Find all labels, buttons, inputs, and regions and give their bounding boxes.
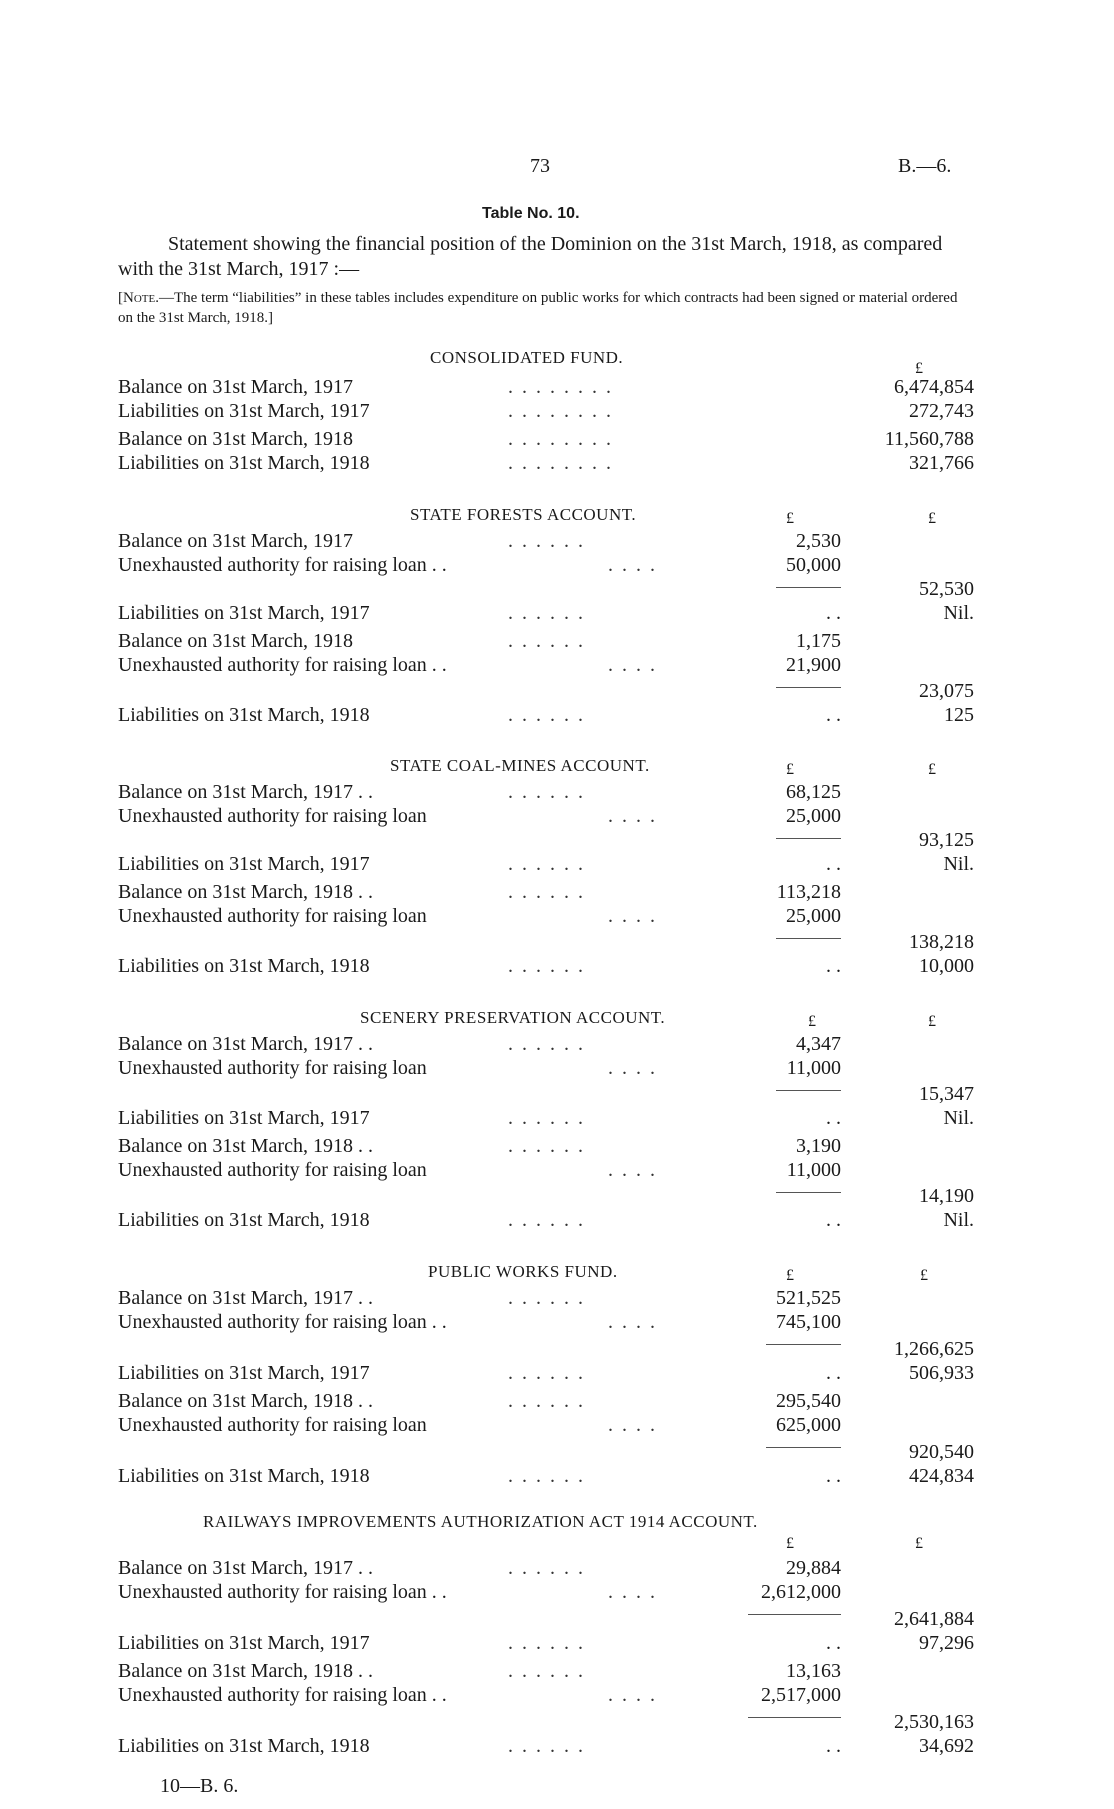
row-value: 1,175 bbox=[796, 630, 841, 652]
row-value: Nil. bbox=[943, 853, 974, 875]
subtotal-value: 2,641,884 bbox=[894, 1608, 974, 1630]
section-heading: CONSOLIDATED FUND. bbox=[430, 348, 624, 367]
table-row bbox=[0, 1660, 1114, 1684]
row-value: 68,125 bbox=[786, 781, 841, 803]
leader-dots: . . . . . . bbox=[508, 1107, 585, 1129]
row-value: 506,933 bbox=[909, 1362, 974, 1384]
leader-dots: . . . . . . bbox=[508, 1557, 585, 1579]
note-text bbox=[118, 288, 973, 328]
row-label: Balance on 31st March, 1917 bbox=[118, 376, 353, 398]
row-label: Balance on 31st March, 1918 bbox=[118, 630, 353, 652]
statement-text: Statement showing the financial position of the Dominion on the 31st March, 1918, as compared with the 31st March, 1917 :— bbox=[118, 233, 943, 280]
row-value: 321,766 bbox=[909, 452, 974, 474]
leader-dots: . . . . . . bbox=[508, 781, 585, 803]
row-value: 6,474,854 bbox=[894, 376, 974, 398]
row-label: Balance on 31st March, 1917 . . bbox=[118, 1287, 373, 1309]
leader-dots: . . . . . . . . bbox=[508, 400, 613, 422]
table-row bbox=[0, 1735, 1114, 1759]
leader-dots: . . . . . . bbox=[508, 530, 585, 552]
leader-dots: . . . . . . bbox=[508, 881, 585, 903]
leader-dots: . . . . . . bbox=[508, 1735, 585, 1757]
table-row bbox=[0, 1465, 1114, 1489]
row-value: 25,000 bbox=[786, 805, 841, 827]
table-title: Table No. 10. bbox=[482, 205, 580, 222]
leader-dots: . . . . . . bbox=[508, 1209, 585, 1231]
leader-dots: . . . . bbox=[608, 805, 657, 827]
table-row bbox=[0, 1159, 1114, 1183]
row-value: 521,525 bbox=[776, 1287, 841, 1309]
row-label: Liabilities on 31st March, 1918 bbox=[118, 704, 370, 726]
leader-dots: . . . . . . bbox=[508, 1390, 585, 1412]
section-heading: RAILWAYS IMPROVEMENTS AUTHORIZATION ACT 1914 ACCOUNT. bbox=[203, 1512, 758, 1531]
table-row bbox=[0, 630, 1114, 654]
note-body: —The term “liabilities” in these tables includes expenditure on public works for which contracts had been signed or material ordered on the 31st March, 1918.] bbox=[118, 290, 958, 326]
table-row bbox=[0, 376, 1114, 400]
leader-dots: . . bbox=[826, 955, 841, 977]
table-row bbox=[0, 654, 1114, 678]
pound-sign: £ bbox=[920, 1267, 928, 1284]
subtotal-value: 138,218 bbox=[909, 931, 974, 953]
pound-sign: £ bbox=[786, 1535, 794, 1552]
row-value: 11,560,788 bbox=[884, 428, 974, 450]
leader-dots: . . . . bbox=[608, 1581, 657, 1603]
pound-sign: £ bbox=[808, 1013, 816, 1030]
subtotal-row bbox=[0, 1711, 1114, 1735]
row-label: Liabilities on 31st March, 1918 bbox=[118, 1735, 370, 1757]
row-label: Balance on 31st March, 1917 bbox=[118, 530, 353, 552]
leader-dots: . . . . . . bbox=[508, 1287, 585, 1309]
row-label: Unexhausted authority for raising loan bbox=[118, 1159, 427, 1181]
subtotal-value: 52,530 bbox=[919, 578, 974, 600]
row-label: Unexhausted authority for raising loan . . bbox=[118, 1311, 447, 1333]
table-row bbox=[0, 400, 1114, 424]
leader-dots: . . . . bbox=[608, 554, 657, 576]
leader-dots: . . . . . . bbox=[508, 704, 585, 726]
row-value: 4,347 bbox=[796, 1033, 841, 1055]
leader-dots: . . . . . . bbox=[508, 1362, 585, 1384]
table-row bbox=[0, 1581, 1114, 1605]
pound-sign: £ bbox=[928, 761, 936, 778]
leader-dots: . . . . . . bbox=[508, 1660, 585, 1682]
leader-dots: . . . . . . . . bbox=[508, 376, 613, 398]
row-value: 745,100 bbox=[776, 1311, 841, 1333]
subtotal-value: 14,190 bbox=[919, 1185, 974, 1207]
table-row bbox=[0, 1632, 1114, 1656]
leader-dots: . . . . . . . . bbox=[508, 428, 613, 450]
leader-dots: . . bbox=[826, 1632, 841, 1654]
leader-dots: . . . . bbox=[608, 1159, 657, 1181]
pound-sign: £ bbox=[928, 510, 936, 527]
leader-dots: . . bbox=[826, 853, 841, 875]
row-value: 424,834 bbox=[909, 1465, 974, 1487]
subtotal-row bbox=[0, 931, 1114, 955]
table-row bbox=[0, 781, 1114, 805]
subtotal-value: 93,125 bbox=[919, 829, 974, 851]
pound-sign: £ bbox=[786, 1267, 794, 1284]
table-row bbox=[0, 1135, 1114, 1159]
subtotal-value: 15,347 bbox=[919, 1083, 974, 1105]
leader-dots: . . bbox=[826, 1735, 841, 1757]
row-label: Liabilities on 31st March, 1918 bbox=[118, 1465, 370, 1487]
table-row bbox=[0, 905, 1114, 929]
row-value: 272,743 bbox=[909, 400, 974, 422]
row-value: 10,000 bbox=[919, 955, 974, 977]
leader-dots: . . . . bbox=[608, 1311, 657, 1333]
row-value: 34,692 bbox=[919, 1735, 974, 1757]
leader-dots: . . . . . . bbox=[508, 1465, 585, 1487]
leader-dots: . . . . . . bbox=[508, 1033, 585, 1055]
row-label: Unexhausted authority for raising loan bbox=[118, 805, 427, 827]
subtotal-value: 2,530,163 bbox=[894, 1711, 974, 1733]
table-row bbox=[0, 1362, 1114, 1386]
table-row bbox=[0, 1209, 1114, 1233]
row-value: 97,296 bbox=[919, 1632, 974, 1654]
table-row bbox=[0, 1057, 1114, 1081]
table-row bbox=[0, 704, 1114, 728]
row-value: Nil. bbox=[943, 1209, 974, 1231]
row-value: 2,612,000 bbox=[761, 1581, 841, 1603]
row-label: Unexhausted authority for raising loan bbox=[118, 1057, 427, 1079]
row-label: Balance on 31st March, 1918 . . bbox=[118, 881, 373, 903]
subtotal-value: 23,075 bbox=[919, 680, 974, 702]
table-row bbox=[0, 452, 1114, 476]
row-label: Liabilities on 31st March, 1917 bbox=[118, 1362, 370, 1384]
table-row bbox=[0, 1107, 1114, 1131]
table-row bbox=[0, 1287, 1114, 1311]
leader-dots: . . . . bbox=[608, 905, 657, 927]
row-value: 125 bbox=[944, 704, 974, 726]
table-row bbox=[0, 881, 1114, 905]
subtotal-value: 920,540 bbox=[909, 1441, 974, 1463]
row-value: 11,000 bbox=[786, 1057, 841, 1079]
row-label: Liabilities on 31st March, 1917 bbox=[118, 853, 370, 875]
table-row bbox=[0, 530, 1114, 554]
row-label: Unexhausted authority for raising loan bbox=[118, 905, 427, 927]
row-label: Unexhausted authority for raising loan . . bbox=[118, 654, 447, 676]
leader-dots: . . bbox=[826, 1362, 841, 1384]
row-value: 13,163 bbox=[786, 1660, 841, 1682]
leader-dots: . . . . bbox=[608, 1414, 657, 1436]
leader-dots: . . bbox=[826, 1465, 841, 1487]
row-label: Liabilities on 31st March, 1918 bbox=[118, 452, 370, 474]
page-number: 73 bbox=[530, 155, 550, 177]
row-value: 3,190 bbox=[796, 1135, 841, 1157]
pound-sign: £ bbox=[786, 761, 794, 778]
table-row bbox=[0, 602, 1114, 626]
row-value: 625,000 bbox=[776, 1414, 841, 1436]
leader-dots: . . . . . . bbox=[508, 1135, 585, 1157]
row-label: Balance on 31st March, 1917 . . bbox=[118, 1557, 373, 1579]
leader-dots: . . . . . . bbox=[508, 630, 585, 652]
subtotal-row bbox=[0, 1441, 1114, 1465]
table-row bbox=[0, 955, 1114, 979]
row-value: 113,218 bbox=[776, 881, 841, 903]
subtotal-row bbox=[0, 829, 1114, 853]
row-label: Liabilities on 31st March, 1917 bbox=[118, 602, 370, 624]
subtotal-row bbox=[0, 1083, 1114, 1107]
leader-dots: . . bbox=[826, 704, 841, 726]
subtotal-value: 1,266,625 bbox=[894, 1338, 974, 1360]
pound-sign: £ bbox=[786, 510, 794, 527]
row-value: 25,000 bbox=[786, 905, 841, 927]
row-value: 21,900 bbox=[786, 654, 841, 676]
leader-dots: . . . . . . bbox=[508, 853, 585, 875]
row-value: 295,540 bbox=[776, 1390, 841, 1412]
subtotal-row bbox=[0, 578, 1114, 602]
leader-dots: . . bbox=[826, 1209, 841, 1231]
table-row bbox=[0, 805, 1114, 829]
table-row bbox=[0, 1311, 1114, 1335]
row-label: Liabilities on 31st March, 1917 bbox=[118, 1107, 370, 1129]
table-row bbox=[0, 554, 1114, 578]
row-value: Nil. bbox=[943, 1107, 974, 1129]
row-value: 50,000 bbox=[786, 554, 841, 576]
section-heading: STATE COAL-MINES ACCOUNT. bbox=[390, 756, 650, 775]
table-row bbox=[0, 853, 1114, 877]
leader-dots: . . . . bbox=[608, 654, 657, 676]
leader-dots: . . . . . . bbox=[508, 602, 585, 624]
table-row bbox=[0, 1557, 1114, 1581]
subtotal-row bbox=[0, 1338, 1114, 1362]
leader-dots: . . . . bbox=[608, 1057, 657, 1079]
document-reference: B.—6. bbox=[898, 155, 952, 177]
subtotal-row bbox=[0, 1608, 1114, 1632]
row-value: 2,517,000 bbox=[761, 1684, 841, 1706]
row-label: Liabilities on 31st March, 1918 bbox=[118, 1209, 370, 1231]
row-value: 11,000 bbox=[786, 1159, 841, 1181]
leader-dots: . . . . . . bbox=[508, 1632, 585, 1654]
note-lead: [Note. bbox=[118, 290, 159, 306]
pound-sign: £ bbox=[915, 1535, 923, 1552]
table-row bbox=[0, 1033, 1114, 1057]
row-label: Unexhausted authority for raising loan . . bbox=[118, 1581, 447, 1603]
row-label: Unexhausted authority for raising loan bbox=[118, 1414, 427, 1436]
row-label: Unexhausted authority for raising loan . . bbox=[118, 554, 447, 576]
row-label: Unexhausted authority for raising loan . . bbox=[118, 1684, 447, 1706]
leader-dots: . . bbox=[826, 1107, 841, 1129]
pound-sign: £ bbox=[915, 360, 923, 377]
row-label: Balance on 31st March, 1917 . . bbox=[118, 781, 373, 803]
row-value: Nil. bbox=[943, 602, 974, 624]
table-row bbox=[0, 1414, 1114, 1438]
leader-dots: . . bbox=[826, 602, 841, 624]
section-heading: PUBLIC WORKS FUND. bbox=[428, 1262, 618, 1281]
leader-dots: . . . . . . bbox=[508, 955, 585, 977]
row-label: Balance on 31st March, 1917 . . bbox=[118, 1033, 373, 1055]
row-label: Balance on 31st March, 1918 bbox=[118, 428, 353, 450]
footer-signature: 10—B. 6. bbox=[160, 1775, 239, 1797]
row-value: 29,884 bbox=[786, 1557, 841, 1579]
row-label: Balance on 31st March, 1918 . . bbox=[118, 1660, 373, 1682]
table-row bbox=[0, 1390, 1114, 1414]
table-row bbox=[0, 428, 1114, 452]
section-heading: SCENERY PRESERVATION ACCOUNT. bbox=[360, 1008, 666, 1027]
pound-sign: £ bbox=[928, 1013, 936, 1030]
section-heading: STATE FORESTS ACCOUNT. bbox=[410, 505, 637, 524]
row-label: Liabilities on 31st March, 1917 bbox=[118, 400, 370, 422]
row-label: Liabilities on 31st March, 1917 bbox=[118, 1632, 370, 1654]
table-row bbox=[0, 1684, 1114, 1708]
row-label: Balance on 31st March, 1918 . . bbox=[118, 1135, 373, 1157]
row-value: 2,530 bbox=[796, 530, 841, 552]
leader-dots: . . . . bbox=[608, 1684, 657, 1706]
subtotal-row bbox=[0, 1185, 1114, 1209]
row-label: Liabilities on 31st March, 1918 bbox=[118, 955, 370, 977]
row-label: Balance on 31st March, 1918 . . bbox=[118, 1390, 373, 1412]
leader-dots: . . . . . . . . bbox=[508, 452, 613, 474]
subtotal-row bbox=[0, 680, 1114, 704]
